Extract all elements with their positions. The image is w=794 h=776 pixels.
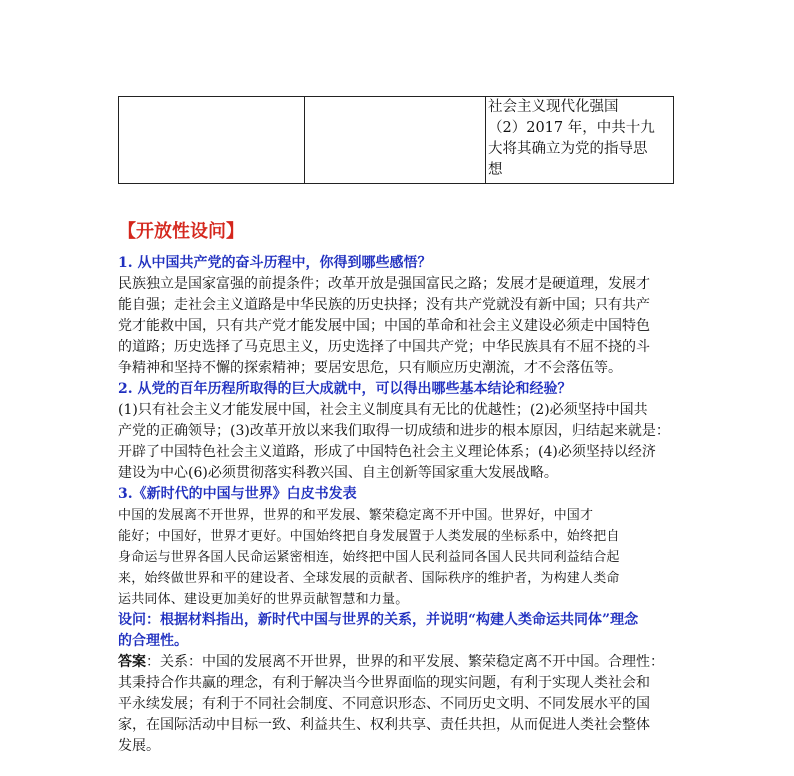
answer-line	[118, 652, 678, 673]
answer-1	[118, 274, 678, 379]
cell-line: 社会主义现代化强国	[488, 99, 619, 115]
cell-line: 大将其确立为党的指导思	[488, 141, 648, 157]
material-line: 运共同体、建设更加美好的世界贡献智慧和力量。	[118, 592, 409, 607]
answer-line: 党才能救中国，只有共产党才能发展中国；中国的革命和社会主义建设必须走中国特色	[118, 318, 650, 334]
answer-3	[118, 652, 678, 757]
answer-line: 的道路；历史选择了马克思主义，历史选择了中国共产党；中华民族具有不屈不挠的斗	[118, 339, 650, 355]
answer-line: 其秉持合作共赢的理念，有利于解决当今世界面临的现实问题，有利于实现人类社会和	[118, 675, 650, 691]
question-3-prompt: 的合理性。	[118, 633, 188, 649]
question-2: 2. 从党的百年历程所取得的巨大成就中，可以得出哪些基本结论和经验？	[118, 381, 572, 397]
answer-line: (1)只有社会主义才能发展中国，社会主义制度具有无比的优越性；(2)必须坚持中国共	[118, 402, 648, 418]
answer-label: 答案	[118, 654, 146, 670]
question-3-prompt: 设问：根据材料指出，新时代中国与世界的关系，并说明“构建人类命运共同体”理念	[118, 612, 639, 628]
material-line: 身命运与世界各国人民命运紧密相连，始终把中国人民利益同各国人民共同利益结合起	[118, 550, 620, 565]
material-line: 中国的发展离不开世界，世界的和平发展、繁荣稳定离不开中国。世界好，中国才	[118, 508, 594, 523]
answer-2	[118, 400, 678, 484]
table-fragment	[118, 96, 674, 184]
table-cell-empty-1	[119, 97, 305, 183]
answer-line: 平永续发展；有利于不同社会制度、不同意识形态、不同历史文明、不同发展水平的国	[118, 696, 650, 712]
answer-first-text: ：关系：中国的发展离不开世界，世界的和平发展、繁荣稳定离不开中国。合理性：	[146, 654, 664, 670]
table-cell-empty-2	[305, 97, 486, 183]
answer-line: 能自强；走社会主义道路是中华民族的历史抉择；没有共产党就没有新中国；只有共产	[118, 297, 650, 313]
answer-line: 家，在国际活动中目标一致、利益共生、权利共享、责任共担，从而促进人类社会整体	[118, 717, 650, 733]
answer-line: 产党的正确领导；(3)改革开放以来我们取得一切成绩和进步的根本原因，归结起来就是：	[118, 423, 670, 439]
answer-line: 民族独立是国家富强的前提条件；改革开放是强国富民之路；发展才是硬道理，发展才	[118, 276, 650, 292]
answer-line: 开辟了中国特色社会主义道路，形成了中国特色社会主义理论体系；(4)必须坚持以经济	[118, 444, 656, 460]
cell-line: 想	[488, 162, 503, 178]
material-line: 来，始终做世界和平的建设者、全球发展的贡献者、国际秩序的维护者，为构建人类命	[118, 571, 620, 586]
question-3-title: 3.《新时代的中国与世界》白皮书发表	[118, 486, 357, 502]
answer-line: 建设为中心(6)必须贯彻落实科教兴国、自主创新等国家重大发展战略。	[118, 465, 558, 481]
section-title: 【开放性设问】	[118, 221, 244, 242]
answer-line: 发展。	[118, 738, 160, 754]
cell-line: （2）2017 年，中共十九	[488, 120, 655, 136]
material-3	[118, 505, 678, 610]
question-1: 1. 从中国共产党的奋斗历程中，你得到哪些感悟？	[118, 255, 432, 271]
answer-line: 争精神和坚持不懈的探索精神；要居安思危，只有顺应历史潮流，才不会落伍等。	[118, 360, 622, 376]
table-cell-text	[486, 97, 673, 183]
document-body	[118, 220, 678, 757]
material-line: 能好；中国好，世界才更好。中国始终把自身发展置于人类发展的坐标系中，始终把自	[118, 529, 620, 544]
